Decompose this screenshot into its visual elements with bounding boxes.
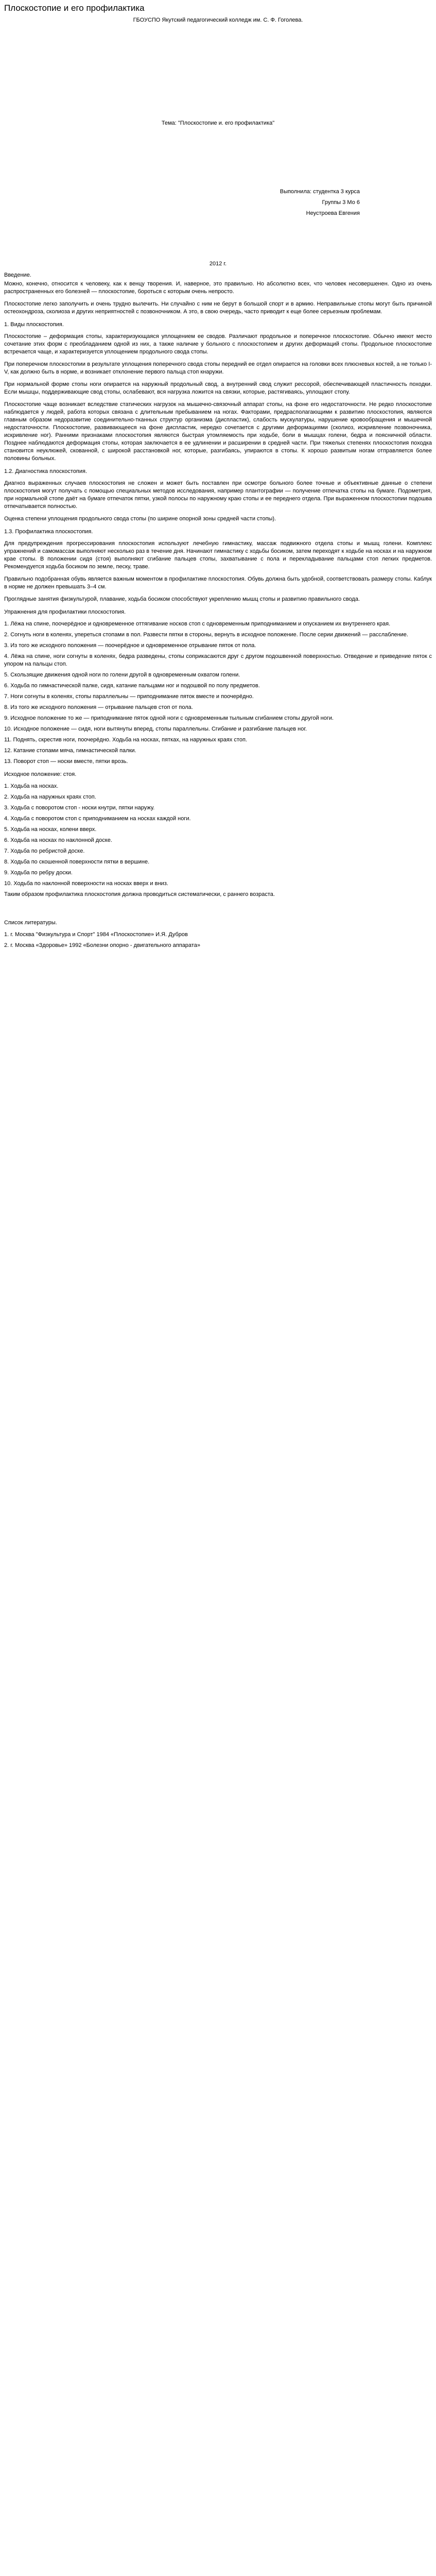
document-title: Плоскостопие и его профилактика	[4, 3, 145, 13]
references-heading: Список литературы.	[4, 920, 57, 926]
walking-item: 1. Ходьба на носках.	[4, 783, 59, 789]
walking-item: 10. Ходьба по наклонной поверхности на носках вверх и вниз.	[4, 880, 168, 887]
institution-name: ГБОУСПО Якутский педагогический колледж им. С. Ф. Гоголева.	[133, 17, 303, 23]
reference-item: 2. г. Москва «Здоровье» 1992 «Болезни опорно - двигательного аппарата»	[4, 942, 200, 948]
exercise-item: 11. Поднять, скрестив ноги, поочерёдно. Ходьба на носках, пятках, на наружных краях стоп.	[4, 737, 247, 743]
walking-item: 2. Ходьба на наружных краях стоп.	[4, 794, 96, 800]
walking-heading: Исходное положение: стоя.	[4, 771, 77, 777]
exercise-item: 8. Из того же исходного положения — отрывание пальцев стоп от пола.	[4, 704, 193, 710]
section	[4, 468, 432, 523]
walking-item: 3. Ходьба с поворотом стоп - носки кнутри, пятки наружу.	[4, 805, 155, 811]
references-list	[4, 931, 432, 950]
section-paragraph: Правильно подобранная обувь является важным моментом в профилактике плоскостопия. Обувь должна быть удобной, соответствовать размеру стопы. Каблук в норме не должен превышать 3–4 см.	[4, 576, 432, 590]
section-paragraph: Плоскостопие – деформация стопы, характеризующаяся уплощением ее сводов. Различают продольное и поперечное плоскостопие. Обычно имеют место сочетание этих форм с преобладанием одной из них, а также наличие у больного с плоскостопием и других деформаций стопы. Продольное плоскостопие встречается чаще, и характеризуется уплощением продольного свода стопы.	[4, 333, 432, 355]
section	[4, 321, 432, 463]
reference-item: 1. г. Москва "Физкультура и Спорт" 1984 «Плоскостопие» И.Я. Дубров	[4, 931, 188, 938]
exercise-item: 9. Исходное положение то же — приподнимание пяток одной ноги с одновременным тыльным сгибанием стопы другой ноги.	[4, 715, 334, 721]
exercise-item: 7. Ноги согнуты в коленях, стопы параллельны — приподнимание пяток вместе и поочерёдно.	[4, 693, 254, 700]
exercise-item: 12. Катание стопами мяча, гимнастической палки.	[4, 748, 136, 754]
exercises-heading: Упражнения для профилактики плоскостопия.	[4, 609, 126, 615]
section-paragraph: Для предупреждения прогрессирования плоскостопия используют лечебную гимнастику, массаж подвижного отдела стопы и мышц голени. Комплекс упражнений и самомассаж выполняют несколько раз в течение дня. Начинают гимнастику с ходьбы босиком, затем переходят к ходьбе на носках и на наружном крае стопы. В положении сидя (стоя) выполняют сгибание пальцев стопы, захватывание с пола и перекладывание пальцами стоп легких предметов. Рекомендуется ходьба босиком по земле, песку, траве.	[4, 540, 432, 570]
section-paragraph: При поперечном плоскостопии в результате уплощения поперечного свода стопы передний ее отдел опирается на головки всех плюсневых костей, а не только I-V, как должно быть в норме, и возникает отклонение первого пальца стоп кнаружи.	[4, 361, 432, 375]
walking-item: 8. Ходьба по скошенной поверхности пятки в вершине.	[4, 859, 150, 865]
intro-heading: Введение.	[4, 272, 31, 278]
section	[4, 528, 432, 603]
walking-item: 5. Ходьба на носках, колени вверх.	[4, 826, 97, 833]
section-paragraph: При нормальной форме стопы ноги опирается на наружный продольный свод, а внутренний свод служит рессорой, обеспечивающей пластичность походки. Если мышцы, поддерживающие свод стопы, ослабевают, вся нагрузка ложится на связки, которые, растягиваясь, уплощают стопу.	[4, 381, 432, 395]
author-line-2: Группы 3 Мо 6	[322, 199, 360, 206]
section-paragraph: Проглядные занятия физкультурой, плавание, ходьба босиком способствуют укреплению мышц стопы и развитию правильного свода.	[4, 596, 360, 602]
section-paragraph: Оценка степени уплощения продольного свода стопы (по ширине опорной зоны средней части стопы).	[4, 516, 276, 522]
walking-item: 9. Ходьба по ребру доски.	[4, 870, 73, 876]
intro-paragraphs	[4, 280, 432, 316]
exercise-item: 10. Исходное положение — сидя, ноги вытянуты вперед, стопы параллельны. Сгибание и разгибание пальцев ног.	[4, 726, 307, 732]
year-line: 2012 г.	[209, 261, 227, 267]
exercise-item: 3. Из того же исходного положения — поочерёдное и одновременное отрывание пяток от пола.	[4, 642, 256, 649]
exercise-item: 4. Лёжа на спине, ноги согнуты в коленях, бедра разведены, стопы соприкасаются друг с другом подошвенной поверхностью. Отведение и приведение пяток с упором на пальцы стоп.	[4, 653, 432, 667]
walking-list	[4, 783, 432, 888]
sections	[4, 321, 432, 603]
section-heading: 1.2. Диагностика плоскостопия.	[4, 468, 88, 474]
exercise-item: 13. Поворот стоп — носки вместе, пятки врозь.	[4, 758, 128, 765]
author-line-3: Неустроева Евгения	[306, 210, 360, 216]
exercise-item: 6. Ходьба по гимнастической палке, сидя, катание пальцами ног и подошвой по полу предметов.	[4, 683, 260, 689]
walking-item: 6. Ходьба на носках по наклонной доске.	[4, 837, 112, 843]
topic-line: Тема: "Плоскостопие и. его профилактика"	[161, 120, 275, 126]
closing-paragraph: Таким образом профилактика плоскостопия должна проводиться систематически, с раннего возраста.	[4, 891, 275, 897]
exercise-list	[4, 620, 432, 766]
section-heading: 1.3. Профилактика плоскостопия.	[4, 529, 93, 535]
intro-paragraph: Можно, конечно, относится к человеку, как к венцу творения. И, наверное, это правильно. Но абсолютно всех, что человек несовершенен. Одно из очень распространенных его болезней — плоскостопие, бороться с которым очень непросто.	[4, 281, 432, 295]
intro-paragraph: Плоскостопие легко заполучить и очень трудно вылечить. Ни случайно с ним не берут в большой спорт и в армию. Неправильные стопы могут быть причиной остеохондроза, сколиоза и других неприятностей с позвоночником. А это, в свою очередь, часто приводит к еще более серьезным проблемам.	[4, 301, 432, 315]
walking-item: 4. Ходьба с поворотом стоп с приподниманием на носках каждой ноги.	[4, 816, 191, 822]
author-line-1: Выполнила: студентка 3 курса	[280, 189, 360, 195]
section-heading: 1. Виды плоскостопия.	[4, 321, 64, 328]
section-paragraph: Диагноз выраженных случаев плоскостопия не сложен и может быть поставлен при осмотре больного более точные и объективные данные о степени плоскостопия могут получать с помощью специальных методов исследования, например плантографии — получение отпечатка стопы на бумаге. Подометрия, при нормальной стопе даёт на бумаге отпечаток пятки, узкой полосы по наружному краю стопы и ее переднего отдела. При выраженном плоскостопии подошва отпечатывается полностью.	[4, 480, 432, 510]
walking-item: 7. Ходьба по ребристой доске.	[4, 848, 85, 854]
section-paragraph: Плоскостопие чаще возникает вследствие статических нагрузок на мышечно-связочный аппарат стопы, на фоне его недостаточности. Не редко плоскостопие наблюдается у людей, работа которых связана с длительным пребыванием на ногах. Факторами, предрасполагающими к развитию плоскостопия, являются главным образом недоразвитие соединительно-тканных структур организма (диспластик), слабость мускулатуры, нарушение кровообращения и мышечной недостаточности. Плоскостопие, развивающееся на фоне диспластик, нередко сочетается с другими деформациями (сколиоз, искривление позвоночника, искривление ног). Ранними признаками плоскостопия являются быстрая утомляемость при ходьбе, боли в мышцах голени, бедра и поясничной области. Позднее наблюдаются деформация стопы, которая заключается в ее удлинении и расширении в средней части. При тяжелых степенях плоскостопия походка становится неуклюжей, скованной, с широкой расстановкой ног, которые, разгибаясь, упираются в стопы. К хорошо развитым ногам отправляется более половины больных.	[4, 401, 432, 462]
exercise-item: 5. Скользящие движения одной ноги по голени другой в одновременным охватом голени.	[4, 672, 240, 678]
author-block	[4, 188, 360, 217]
exercise-item: 1. Лёжа на спине, поочерёдное и одновременное оттягивание носков стоп с одновременным приподниманием и опусканием их внутреннего края.	[4, 621, 391, 627]
exercise-item: 2. Согнуть ноги в коленях, упереться стопами в пол. Развести пятки в стороны, вернуть в исходное положение. После серии движений — расслабление.	[4, 632, 408, 638]
